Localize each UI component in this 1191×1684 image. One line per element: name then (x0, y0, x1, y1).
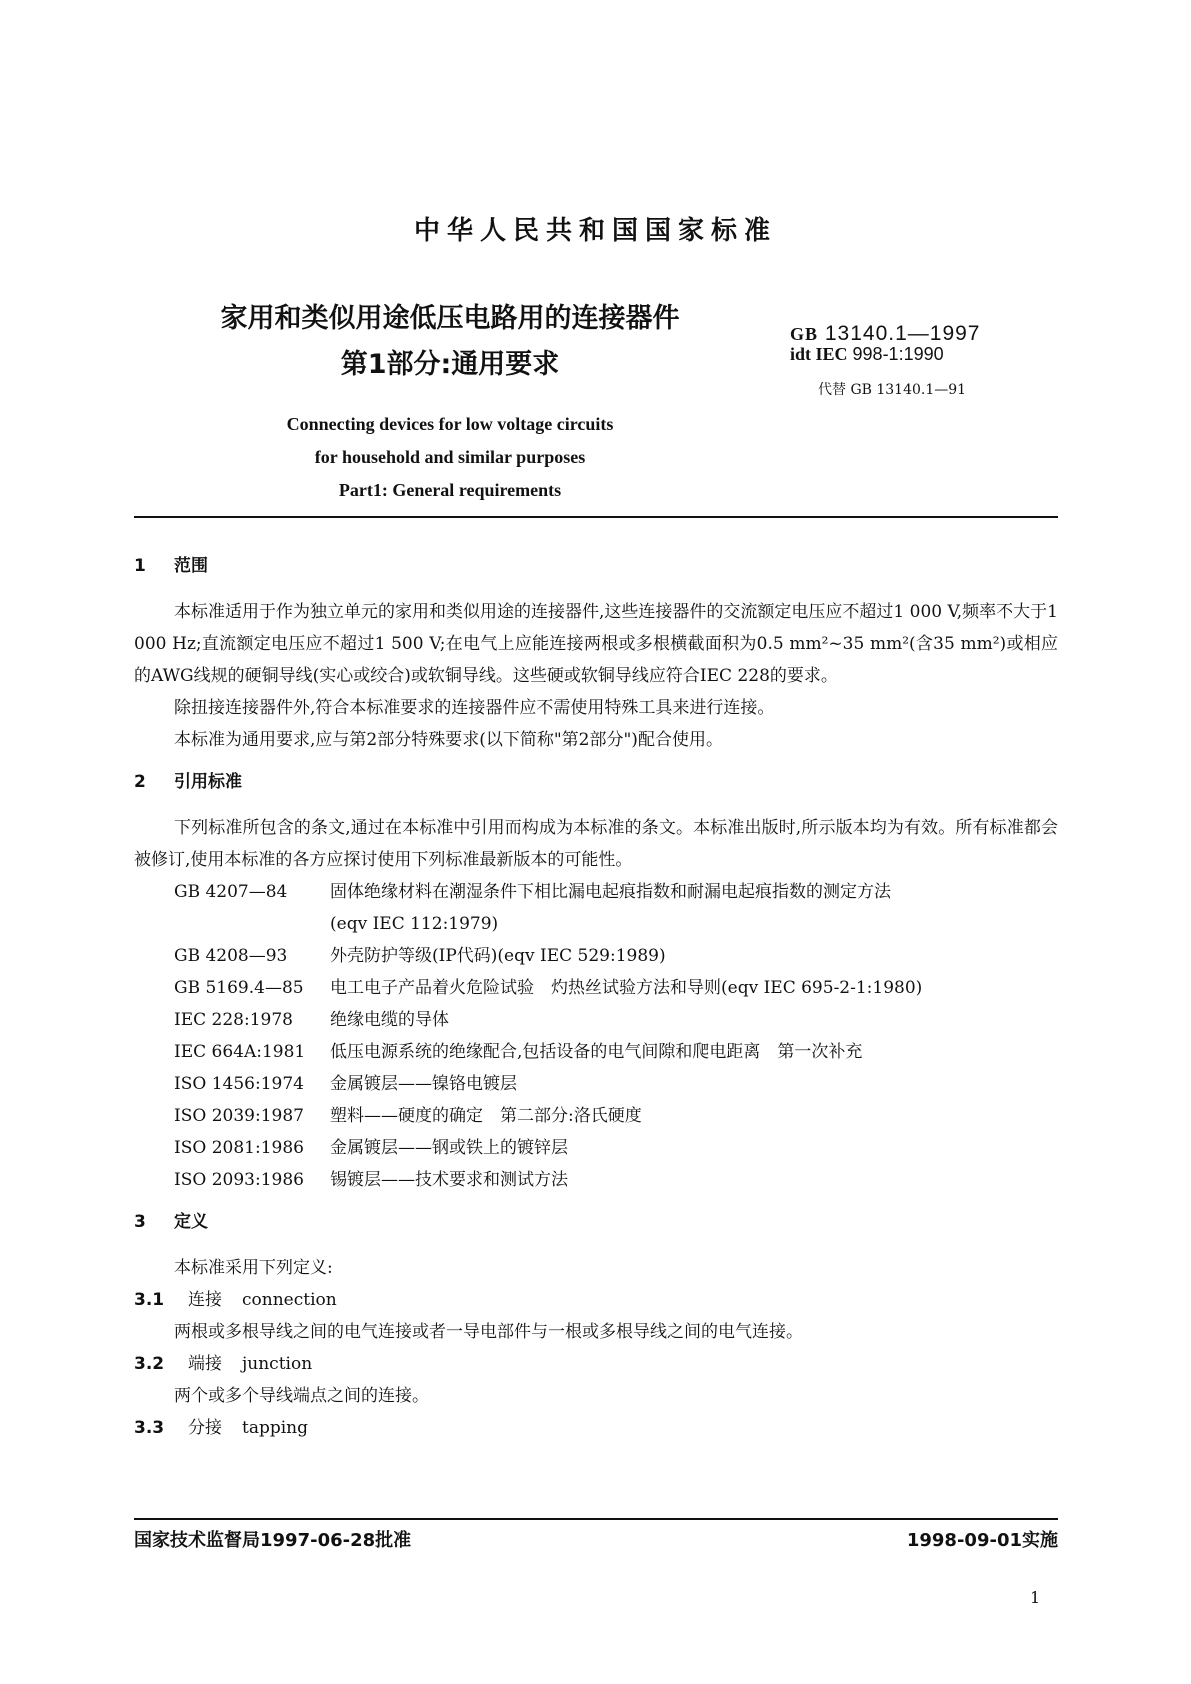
paragraph: 本标准为通用要求,应与第2部分特殊要求(以下简称"第2部分")配合使用。 (174, 730, 723, 750)
reference-title: 金属镀层——钢或铁上的镀锌层 (330, 1138, 568, 1158)
reference-title: 电工电子产品着火危险试验 灼热丝试验方法和导则(eqv IEC 695-2-1:1980) (330, 978, 923, 998)
reference-code: IEC 228:1978 (174, 1010, 293, 1030)
reference-code: GB 4208—93 (174, 946, 288, 966)
reference-item (134, 1164, 1058, 1196)
replaces-note: 代替 GB 13140.1—91 (818, 382, 967, 398)
reference-title: 金属镀层——镍铬电镀层 (330, 1074, 517, 1094)
english-title (150, 408, 750, 507)
definition-term-en: connection (242, 1290, 337, 1310)
reference-code: ISO 2081:1986 (174, 1138, 304, 1158)
section-heading-3: 3 定义 (134, 1212, 208, 1232)
reference-list (134, 876, 1058, 1196)
definition-term (134, 1412, 1058, 1444)
reference-title: 低压电源系统的绝缘配合,包括设备的电气间隙和爬电距离 第一次补充 (330, 1042, 863, 1062)
reference-title: 绝缘电缆的导体 (330, 1010, 449, 1030)
definition-number: 3.3 (134, 1418, 165, 1438)
chinese-title (150, 296, 750, 388)
definition-term-en: junction (242, 1354, 313, 1374)
english-title-line-2: for household and similar purposes (314, 447, 586, 467)
definition-term-cn: 连接 (188, 1290, 222, 1310)
header-divider (134, 516, 1058, 518)
footer-divider (134, 1518, 1058, 1520)
paragraph: 本标准适用于作为独立单元的家用和类似用途的连接器件,这些连接器件的交流额定电压应不超过1 000 V,频率不大于1 000 Hz;直流额定电压应不超过1 500 V;在电气上应能连接两根或多根横截面积为0.5 mm²~35 mm²(含35 mm²)或相应的AWG线规的硬铜导线(实心或绞合)或软铜导线。这些硬或软铜导线应符合IEC 228的要求。 (134, 602, 1058, 686)
paragraph: 本标准采用下列定义: (174, 1258, 333, 1278)
standard-number-block (790, 322, 981, 399)
reference-item (134, 1036, 1058, 1068)
chinese-title-line-1: 家用和类似用途低压电路用的连接器件 (220, 303, 680, 334)
definition-text: 两个或多个导线端点之间的连接。 (174, 1386, 429, 1406)
reference-code: GB 4207—84 (174, 882, 288, 902)
footer (134, 1526, 1058, 1552)
reference-code: IEC 664A:1981 (174, 1042, 306, 1062)
definition-term (134, 1284, 1058, 1316)
effective-date: 1998-09-01实施 (906, 1530, 1058, 1551)
reference-item (134, 1004, 1058, 1036)
reference-code: GB 5169.4—85 (174, 978, 304, 998)
page-number: 1 (1030, 1588, 1041, 1607)
reference-title: 塑料——硬度的确定 第二部分:洛氏硬度 (330, 1106, 642, 1126)
document-body (134, 556, 1058, 1444)
reference-title: 锡镀层——技术要求和测试方法 (330, 1170, 568, 1190)
section-heading-2: 2 引用标准 (134, 772, 242, 792)
definition-number: 3.2 (134, 1354, 165, 1374)
reference-item (134, 940, 1058, 972)
definition-text: 两根或多根导线之间的电气连接或者一导电部件与一根或多根导线之间的电气连接。 (174, 1322, 803, 1342)
reference-item (134, 972, 1058, 1004)
definition-term (134, 1348, 1058, 1380)
reference-continuation: (eqv IEC 112:1979) (330, 914, 499, 934)
chinese-title-line-2: 第1部分:通用要求 (340, 349, 560, 380)
reference-item (134, 1132, 1058, 1164)
paragraph: 除扭接连接器件外,符合本标准要求的连接器件应不需使用特殊工具来进行连接。 (174, 698, 775, 718)
standard-code: GB 13140.1—1997 (790, 322, 981, 345)
definition-term-cn: 端接 (188, 1354, 222, 1374)
approval-date: 国家技术监督局1997-06-28批准 (134, 1530, 412, 1551)
national-standard-heading: 中华人民共和国国家标准 (413, 216, 777, 246)
reference-code: ISO 1456:1974 (174, 1074, 304, 1094)
english-title-line-3: Part1: General requirements (338, 480, 562, 500)
section-heading-1: 1 范围 (134, 556, 208, 576)
definition-list (134, 1284, 1058, 1444)
reference-item (134, 876, 1058, 908)
reference-title: 固体绝缘材料在潮湿条件下相比漏电起痕指数和耐漏电起痕指数的测定方法 (330, 882, 891, 902)
definition-term-cn: 分接 (188, 1418, 222, 1438)
identical-standard: idt IEC 998-1:1990 (790, 344, 944, 364)
reference-code: ISO 2093:1986 (174, 1170, 304, 1190)
definition-term-en: tapping (242, 1418, 308, 1438)
english-title-line-1: Connecting devices for low voltage circuits (286, 414, 614, 434)
reference-item (134, 1100, 1058, 1132)
reference-code: ISO 2039:1987 (174, 1106, 304, 1126)
reference-title: 外壳防护等级(IP代码)(eqv IEC 529:1989) (330, 946, 666, 966)
definition-number: 3.1 (134, 1290, 165, 1310)
paragraph: 下列标准所包含的条文,通过在本标准中引用而构成为本标准的条文。本标准出版时,所示版本均为有效。所有标准都会被修订,使用本标准的各方应探讨使用下列标准最新版本的可能性。 (134, 818, 1058, 870)
reference-item (134, 1068, 1058, 1100)
